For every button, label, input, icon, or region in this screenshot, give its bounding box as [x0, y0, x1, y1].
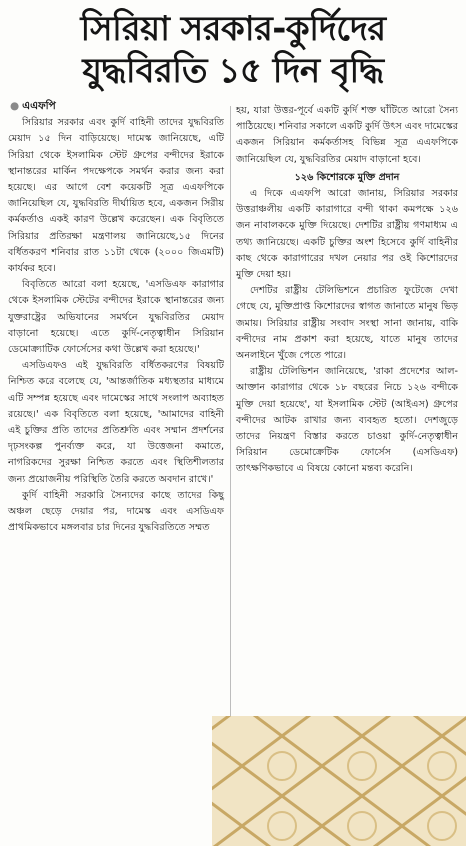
bullet-icon: ●	[10, 100, 20, 112]
paragraph: এ দিকে এএফপি আরো জানায়, সিরিয়ার সরকার উত্তরাঞ্চলীয় একটি কারাগারে বন্দী থাকা কমপক্ষে ১২৬ জন নাবালককে মুক্তি দিয়েছে। দেশটির রাষ্ট্রীয় গণমাধ্যম এ তথ্য জানিয়েছে। একটি চুক্তির অংশ হিসেবে কুর্দি বাহিনীর কাছ থেকে কারাগারের দখল নেয়ার পর ওই কিশোরদের মুক্তি দেয়া হয়।	[236, 188, 458, 281]
ornament-pattern-icon	[212, 716, 466, 846]
headline-line-2: যুদ্ধবিরতি ১৫ দিন বৃদ্ধি	[82, 51, 384, 91]
paragraph: দেশটির রাষ্ট্রীয় টেলিভিশনে প্রচারিত ফুটেজে দেখা গেছে যে, মুক্তিপ্রাপ্ত কিশোরদের স্বাগত জানাতে মানুষ ভিড় জমায়। সিরিয়ার রাষ্ট্রীয় সংবাদ সংস্থা সানা জানায়, বাকি বন্দীদের নাম প্রকাশ করা হয়েছে, যাতে মানুষ তাদের অনলাইনে খুঁজে পেতে পারে।	[236, 285, 458, 362]
paragraph: এসডিএফও এই যুদ্ধবিরতি বর্ধিতকরণের বিষয়টি নিশ্চিত করে বলেছে যে, 'আন্তর্জাতিক মধ্যস্থতার মাধ্যমে এটি সম্পন্ন হয়েছে এবং দামেস্কের সাথে সংলাপ অব্যাহত রয়েছে।' এক বিবৃতিতে বলা হয়েছে, 'আমাদের বাহিনী এই চুক্তির প্রতি তাদের প্রতিশ্রুতি এবং সম্মান প্রদর্শনের দৃঢ়সংকল্প পুনর্ব্যক্ত করে, যা উত্তেজনা কমাতে, নাগরিকদের সুরক্ষা নিশ্চিত করতে এবং স্থিতিশীলতার জন্য প্রয়োজনীয় পরিস্থিতি তৈরি করতে অবদান রাখে।'	[8, 360, 224, 485]
headline	[0, 0, 466, 96]
byline-text: এএফপি	[22, 100, 56, 112]
byline	[8, 98, 224, 114]
decorative-ornament	[212, 716, 466, 846]
paragraph: সিরিয়ার সরকার এবং কুর্দি বাহিনী তাদের যুদ্ধবিরতি মেয়াদ ১৫ দিন বাড়িয়েছে। দামেস্ক জানিয়েছে, এটি সিরিয়া থেকে ইসলামিক স্টেট গ্রুপের বন্দীদের ইরাকে স্থানান্তরের মার্কিন পদক্ষেপকে সমর্থন করার জন্য করা হয়েছে। এর আগে বেশ কয়েকটি সূত্র এএফপিকে জানিয়েছিল যে, যুদ্ধবিরতি দীর্ঘায়িত হবে, একজন সিরীয় কর্মকর্তাও একই কারণ উল্লেখ করেছেন। এক বিবৃতিতে সিরিয়ার প্রতিরক্ষা মন্ত্রণালয় জানিয়েছে,১৫ দিনের বর্ধিতকরণ শনিবার রাত ১১টা থেকে (২০০০ জিএমটি) কার্যকর হবে।	[8, 117, 224, 275]
article-right-column	[236, 103, 458, 478]
article-left-column	[8, 98, 224, 536]
paragraph: হয়, যারা উত্তর-পূর্বে একটি কুর্দি শক্ত ঘাঁটিতে আরো সৈন্য পাঠিয়েছে। শনিবার সকালে একটি কুর্দি উৎস এবং দামেস্কের একজন সিরিয়ান কর্মকর্তাসহ বিভিন্ন সূত্র এএফপিকে জানিয়েছিল যে, যুদ্ধবিরতির মেয়াদ বাড়ানো হবে।	[236, 105, 458, 165]
paragraph: রাষ্ট্রীয় টেলিভিশন জানিয়েছে, 'রাকা প্রদেশের আল-আক্তান কারাগার থেকে ১৮ বছরের নিচে ১২৬ বন্দীকে মুক্তি দেয়া হয়েছে', যা ইসলামিক স্টেট (আইএস) গ্রুপের বন্দীদের আটক রাখার জন্য ব্যবহৃত হতো। দেশজুড়ে তাদের নিয়ন্ত্রণ বিস্তার করতে চাওয়া কুর্দি-নেতৃত্বাধীন সিরিয়ান ডেমোক্রেটিক ফোর্সেস (এসডিএফ) তাৎক্ষণিকভাবে এ বিষয়ে কোনো মন্তব্য করেনি।	[236, 366, 458, 475]
subheading: ১২৬ কিশোরকে মুক্তি প্রদান	[294, 171, 400, 183]
paragraph: বিবৃতিতে আরো বলা হয়েছে, 'এসডিএফ কারাগার থেকে ইসলামিক স্টেটের বন্দীদের ইরাকে স্থানান্তরের জন্য যুক্তরাষ্ট্রের অভিযানের সমর্থনে যুদ্ধবিরতির মেয়াদ বাড়ানো হয়েছে। এতে কুর্দি-নেতৃত্বাধীন সিরিয়ান ডেমোক্র্যাটিক ফোর্সেসের কথা উল্লেখ করা হয়েছে।'	[8, 279, 224, 356]
paragraph: কুর্দি বাহিনী সরকারি সৈন্যদের কাছে তাদের কিছু অঞ্চল ছেড়ে দেয়ার পর, দামেস্ক এবং এসডিএফ প্রাথমিকভাবে মঙ্গলবার চার দিনের যুদ্ধবিরতিতে সম্মত	[8, 489, 224, 534]
headline-line-1: সিরিয়া সরকার-কুর্দিদের	[80, 9, 386, 49]
